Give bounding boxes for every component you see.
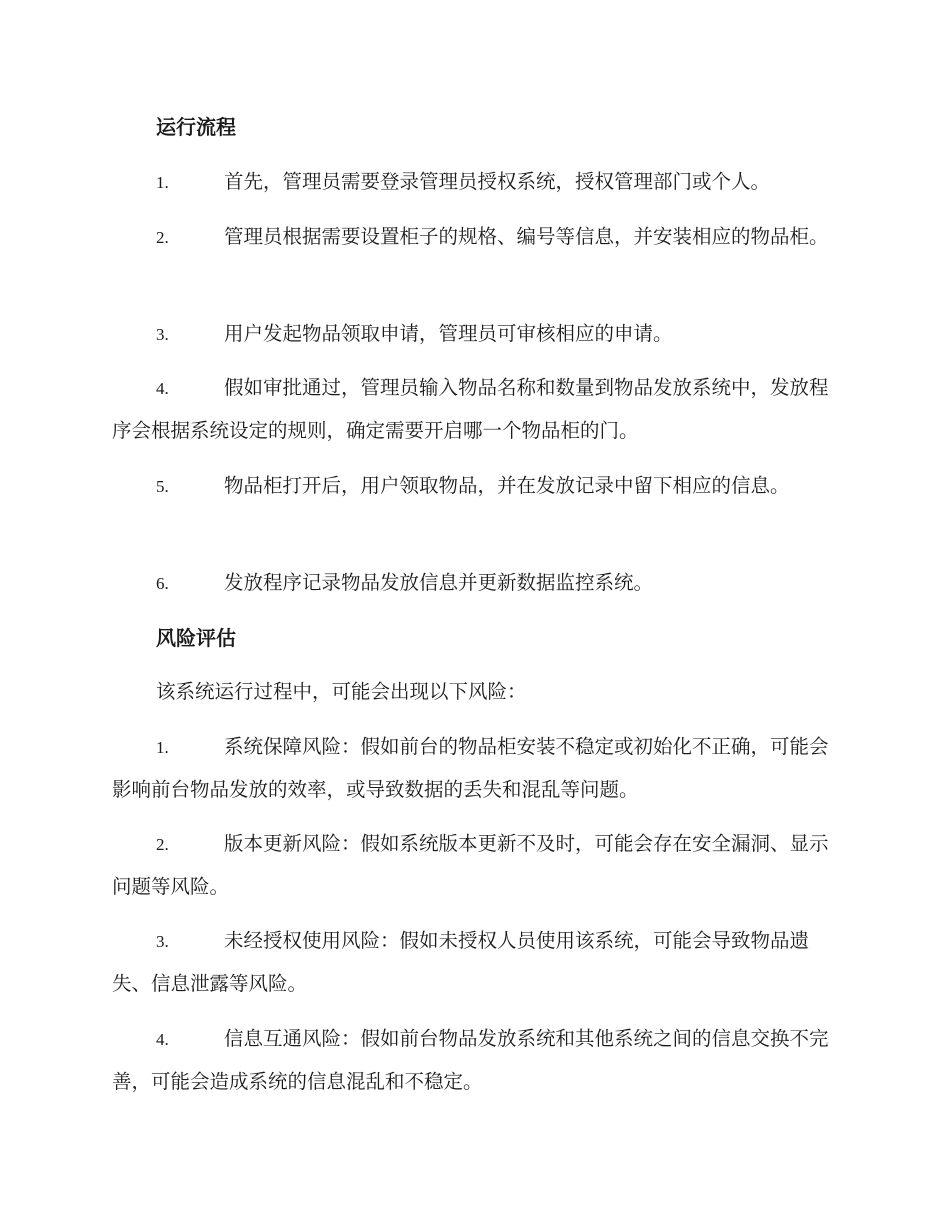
list-item (112, 562, 840, 605)
list-item-text: 发放程序记录物品发放信息并更新数据监控系统。 (224, 571, 654, 594)
list-item-text: 用户发起物品领取申请，管理员可审核相应的申请。 (224, 322, 673, 345)
section-intro: 该系统运行过程中，可能会出现以下风险： (156, 680, 527, 703)
list-item-text: 未经授权使用风险：假如未授权人员使用该系统，可能会导致物品遗失、信息泄露等风险。 (112, 929, 810, 995)
list-item-text: 版本更新风险：假如系统版本更新不及时，可能会存在安全漏洞、显示问题等风险。 (112, 832, 829, 898)
list-item-number: 1. (156, 738, 169, 757)
list-item (112, 367, 840, 452)
list-item-number: 4. (156, 1030, 169, 1049)
list-item-text: 信息互通风险：假如前台物品发放系统和其他系统之间的信息交换不完善，可能会造成系统的信息混乱和不稳定。 (112, 1027, 829, 1093)
list-item-text: 假如审批通过，管理员输入物品名称和数量到物品发放系统中，发放程序会根据系统设定的规则，确定需要开启哪一个物品柜的门。 (112, 376, 829, 442)
list-item (112, 313, 840, 356)
list-item (112, 726, 840, 811)
list-item (112, 1018, 840, 1103)
list-item-number: 1. (156, 173, 169, 192)
list-item-text: 系统保障风险：假如前台的物品柜安装不稳定或初始化不正确，可能会影响前台物品发放的效率，或导致数据的丢失和混乱等问题。 (112, 735, 829, 801)
list-item-number: 4. (156, 379, 169, 398)
list-item-text: 首先，管理员需要登录管理员授权系统，授权管理部门或个人。 (224, 170, 771, 193)
list-item-number: 6. (156, 574, 169, 593)
list-item-text: 管理员根据需要设置柜子的规格、编号等信息，并安装相应的物品柜。 (224, 225, 829, 248)
section-heading-process: 运行流程 (156, 115, 236, 139)
list-item-number: 5. (156, 477, 169, 496)
list-item-number: 2. (156, 835, 169, 854)
list-item-number: 3. (156, 932, 169, 951)
list-item (112, 920, 840, 1005)
list-item-number: 2. (156, 228, 169, 247)
list-item (112, 216, 840, 259)
list-item (112, 161, 840, 204)
section-heading-risk: 风险评估 (156, 626, 236, 650)
list-item-number: 3. (156, 325, 169, 344)
list-item (112, 823, 840, 908)
list-item-text: 物品柜打开后，用户领取物品，并在发放记录中留下相应的信息。 (224, 474, 790, 497)
list-item (112, 465, 840, 508)
